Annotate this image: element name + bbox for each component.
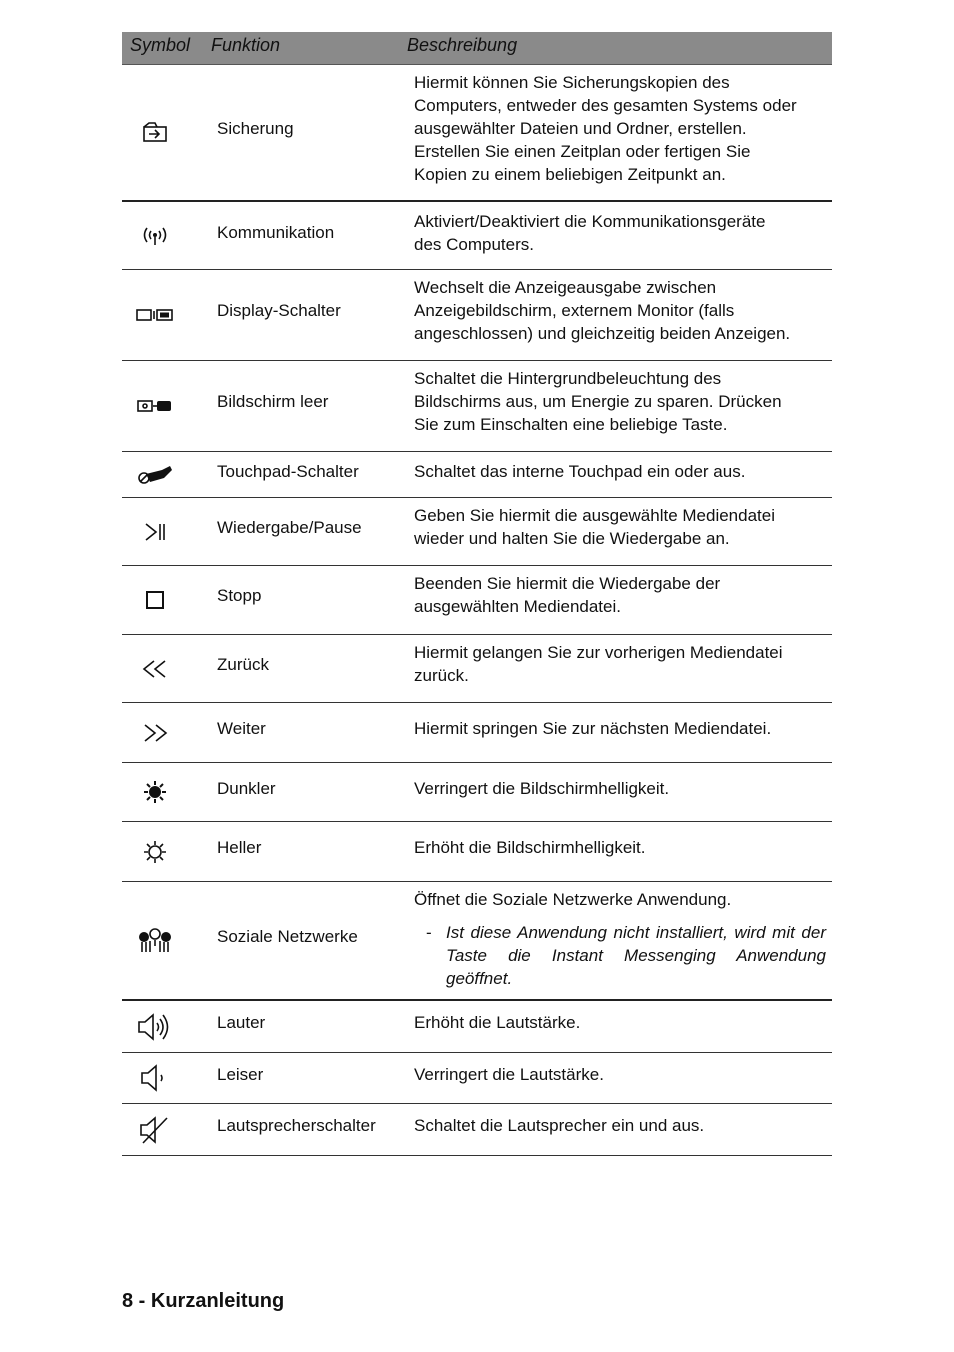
table-row bbox=[122, 65, 832, 202]
volume-down-icon bbox=[122, 1053, 188, 1103]
screen-blank-icon bbox=[122, 361, 188, 451]
description-line: Beenden Sie hiermit die Wiedergabe der bbox=[414, 574, 721, 593]
table-row bbox=[122, 498, 832, 566]
note-dash: - bbox=[426, 923, 432, 942]
header-symbol: Symbol bbox=[130, 35, 191, 55]
volume-up-icon bbox=[122, 1001, 188, 1052]
function-description bbox=[414, 210, 826, 256]
stop-icon bbox=[122, 566, 188, 634]
description-line: ausgewählten Mediendatei. bbox=[414, 597, 621, 616]
table-row bbox=[122, 822, 832, 882]
description-line: wieder und halten Sie die Wiedergabe an. bbox=[414, 529, 730, 548]
speaker-mute-icon bbox=[122, 1104, 188, 1155]
description-line: ausgewählter Dateien und Ordner, erstellen. bbox=[414, 119, 747, 138]
play-pause-icon bbox=[122, 498, 188, 565]
description-line: Computers, entweder des gesamten Systems oder bbox=[414, 96, 797, 115]
function-description bbox=[414, 572, 826, 618]
brightness-up-icon bbox=[122, 822, 188, 881]
page-footer: 8 - Kurzanleitung bbox=[122, 1290, 285, 1312]
description-line: Wechselt die Anzeigeausgabe zwischen bbox=[414, 278, 717, 297]
function-name: Heller bbox=[217, 838, 262, 857]
description-line: Erhöht die Bildschirmhelligkeit. bbox=[414, 838, 646, 857]
function-description bbox=[414, 71, 826, 186]
table-row bbox=[122, 1053, 832, 1104]
previous-icon bbox=[122, 635, 188, 702]
description-line: Erhöht die Lautstärke. bbox=[414, 1013, 581, 1032]
function-name: Touchpad-Schalter bbox=[217, 462, 359, 481]
table-row bbox=[122, 202, 832, 270]
description-line: Anzeigebildschirm, externem Monitor (falls bbox=[414, 301, 735, 320]
note-text: Ist diese Anwendung nicht installiert, wird mit der Taste die Instant Messenging Anwendung geöffnet. bbox=[446, 923, 826, 988]
function-description bbox=[414, 367, 826, 436]
backup-icon bbox=[122, 65, 188, 200]
function-name: Sicherung bbox=[217, 119, 294, 138]
table-row bbox=[122, 635, 832, 703]
table-row bbox=[122, 270, 832, 361]
touchpad-toggle-icon bbox=[122, 452, 188, 497]
description-line: Schaltet das interne Touchpad ein oder aus. bbox=[414, 462, 746, 481]
description-line: Aktiviert/Deaktiviert die Kommunikationsgeräte bbox=[414, 212, 766, 231]
function-description bbox=[414, 276, 826, 345]
table-row bbox=[122, 882, 832, 1001]
function-name: Leiser bbox=[217, 1065, 264, 1084]
function-name: Bildschirm leer bbox=[217, 392, 329, 411]
function-name: Kommunikation bbox=[217, 223, 335, 242]
function-name: Weiter bbox=[217, 719, 266, 738]
description-line: Öffnet die Soziale Netzwerke Anwendung. bbox=[414, 890, 732, 909]
table-row bbox=[122, 1104, 832, 1156]
display-switch-icon bbox=[122, 270, 188, 360]
function-name: Dunkler bbox=[217, 779, 276, 798]
description-line: Hiermit gelangen Sie zur vorherigen Mediendatei bbox=[414, 643, 783, 662]
description-line: Hiermit springen Sie zur nächsten Mediendatei. bbox=[414, 719, 772, 738]
function-name: Lautsprecherschalter bbox=[217, 1116, 376, 1135]
table-row bbox=[122, 1001, 832, 1053]
function-key-table bbox=[122, 32, 832, 1156]
table-row bbox=[122, 452, 832, 498]
description-line: zurück. bbox=[414, 666, 469, 685]
description-line: Verringert die Bildschirmhelligkeit. bbox=[414, 779, 670, 798]
header-function: Funktion bbox=[211, 35, 281, 55]
function-name: Lauter bbox=[217, 1013, 266, 1032]
function-description bbox=[414, 836, 826, 859]
description-line: Geben Sie hiermit die ausgewählte Mediendatei bbox=[414, 506, 776, 525]
table-row bbox=[122, 763, 832, 822]
description-line: Schaltet die Lautsprecher ein und aus. bbox=[414, 1116, 705, 1135]
description-line: Bildschirms aus, um Energie zu sparen. Drücken bbox=[414, 392, 782, 411]
function-description bbox=[414, 1114, 826, 1137]
description-line: angeschlossen) und gleichzeitig beiden Anzeigen. bbox=[414, 324, 791, 343]
function-description bbox=[414, 717, 826, 740]
social-networks-icon bbox=[122, 882, 188, 999]
function-description bbox=[414, 1011, 826, 1034]
table-row bbox=[122, 361, 832, 452]
function-description bbox=[414, 504, 826, 550]
description-line: Erstellen Sie einen Zeitplan oder fertigen Sie bbox=[414, 142, 751, 161]
table-row bbox=[122, 566, 832, 635]
description-line: Verringert die Lautstärke. bbox=[414, 1065, 604, 1084]
description-line: Kopien zu einem beliebigen Zeitpunkt an. bbox=[414, 165, 726, 184]
brightness-down-icon bbox=[122, 763, 188, 821]
header-description: Beschreibung bbox=[407, 35, 518, 55]
function-name: Soziale Netzwerke bbox=[217, 927, 358, 946]
description-note bbox=[414, 921, 826, 990]
function-description bbox=[414, 1063, 826, 1086]
table-row bbox=[122, 703, 832, 763]
function-name: Stopp bbox=[217, 586, 262, 605]
function-name: Zurück bbox=[217, 655, 269, 674]
function-description bbox=[414, 460, 826, 483]
function-description bbox=[414, 777, 826, 800]
function-name: Wiedergabe/Pause bbox=[217, 518, 362, 537]
function-name: Display-Schalter bbox=[217, 301, 341, 320]
function-description bbox=[414, 888, 826, 990]
table-header bbox=[122, 32, 832, 65]
wireless-icon bbox=[122, 202, 188, 269]
function-description bbox=[414, 641, 826, 687]
next-icon bbox=[122, 703, 188, 762]
description-line: des Computers. bbox=[414, 235, 534, 254]
description-line: Schaltet die Hintergrundbeleuchtung des bbox=[414, 369, 722, 388]
description-line: Sie zum Einschalten eine beliebige Taste. bbox=[414, 415, 728, 434]
description-line: Hiermit können Sie Sicherungskopien des bbox=[414, 73, 730, 92]
